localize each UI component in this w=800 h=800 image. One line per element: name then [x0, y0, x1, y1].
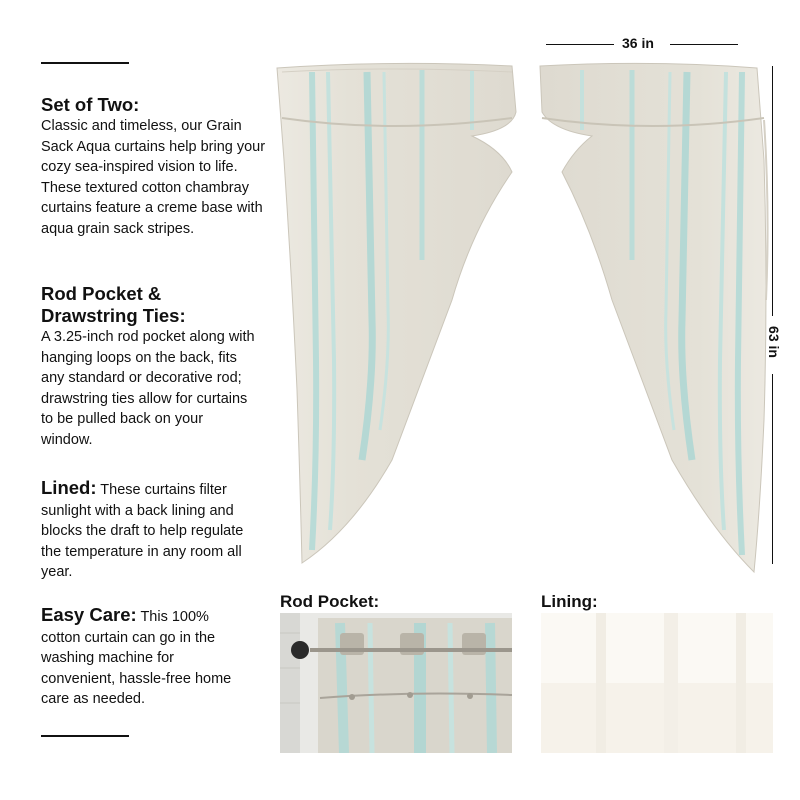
section-title: Rod Pocket & Drawstring Ties:	[41, 283, 186, 326]
width-dimension-line-left	[546, 44, 614, 45]
left-curtain-panel	[272, 60, 522, 570]
section-easy-care	[41, 605, 276, 710]
lining-photo	[541, 613, 773, 753]
bottom-divider	[41, 735, 129, 737]
rod-pocket-caption: Rod Pocket:	[280, 592, 380, 611]
width-dimension-label: 36 in	[622, 35, 654, 51]
section-body: Classic and timeless, our Grain Sack Aqua curtains help bring your cozy sea-inspired vision to life. These textured cotton chambray curtains feature a creme base with aqua grain sack stripes.	[41, 118, 266, 237]
width-dimension-line-right	[670, 44, 738, 45]
section-paragraph	[41, 605, 241, 710]
section-set-of-two	[41, 94, 276, 239]
height-dimension-label: 63 in	[765, 326, 782, 358]
section-rod-pocket-ties	[41, 283, 276, 450]
section-paragraph	[41, 478, 256, 583]
right-curtain-panel	[532, 60, 782, 580]
rod-pocket-photo	[280, 613, 512, 753]
section-lined	[41, 478, 276, 583]
section-body: These curtains filter sunlight with a back lining and blocks the draft to help regulate the temperature in any room all year.	[41, 482, 244, 580]
top-divider	[41, 62, 129, 64]
section-title: Lined:	[41, 477, 97, 498]
section-body: This 100% cotton curtain can go in the washing machine for convenient, hassle-free home care as needed.	[41, 609, 232, 707]
lining-caption: Lining:	[541, 592, 598, 611]
curtain-rod-finial-icon	[291, 641, 309, 659]
section-body: A 3.25-inch rod pocket along with hanging loops on the back, fits any standard or decorative rod; drawstring ties allow for curtains to be pulled back on your window.	[41, 329, 255, 448]
right-curtain-fabric	[540, 63, 766, 572]
section-title: Set of Two:	[41, 94, 140, 115]
section-title: Easy Care:	[41, 604, 137, 625]
